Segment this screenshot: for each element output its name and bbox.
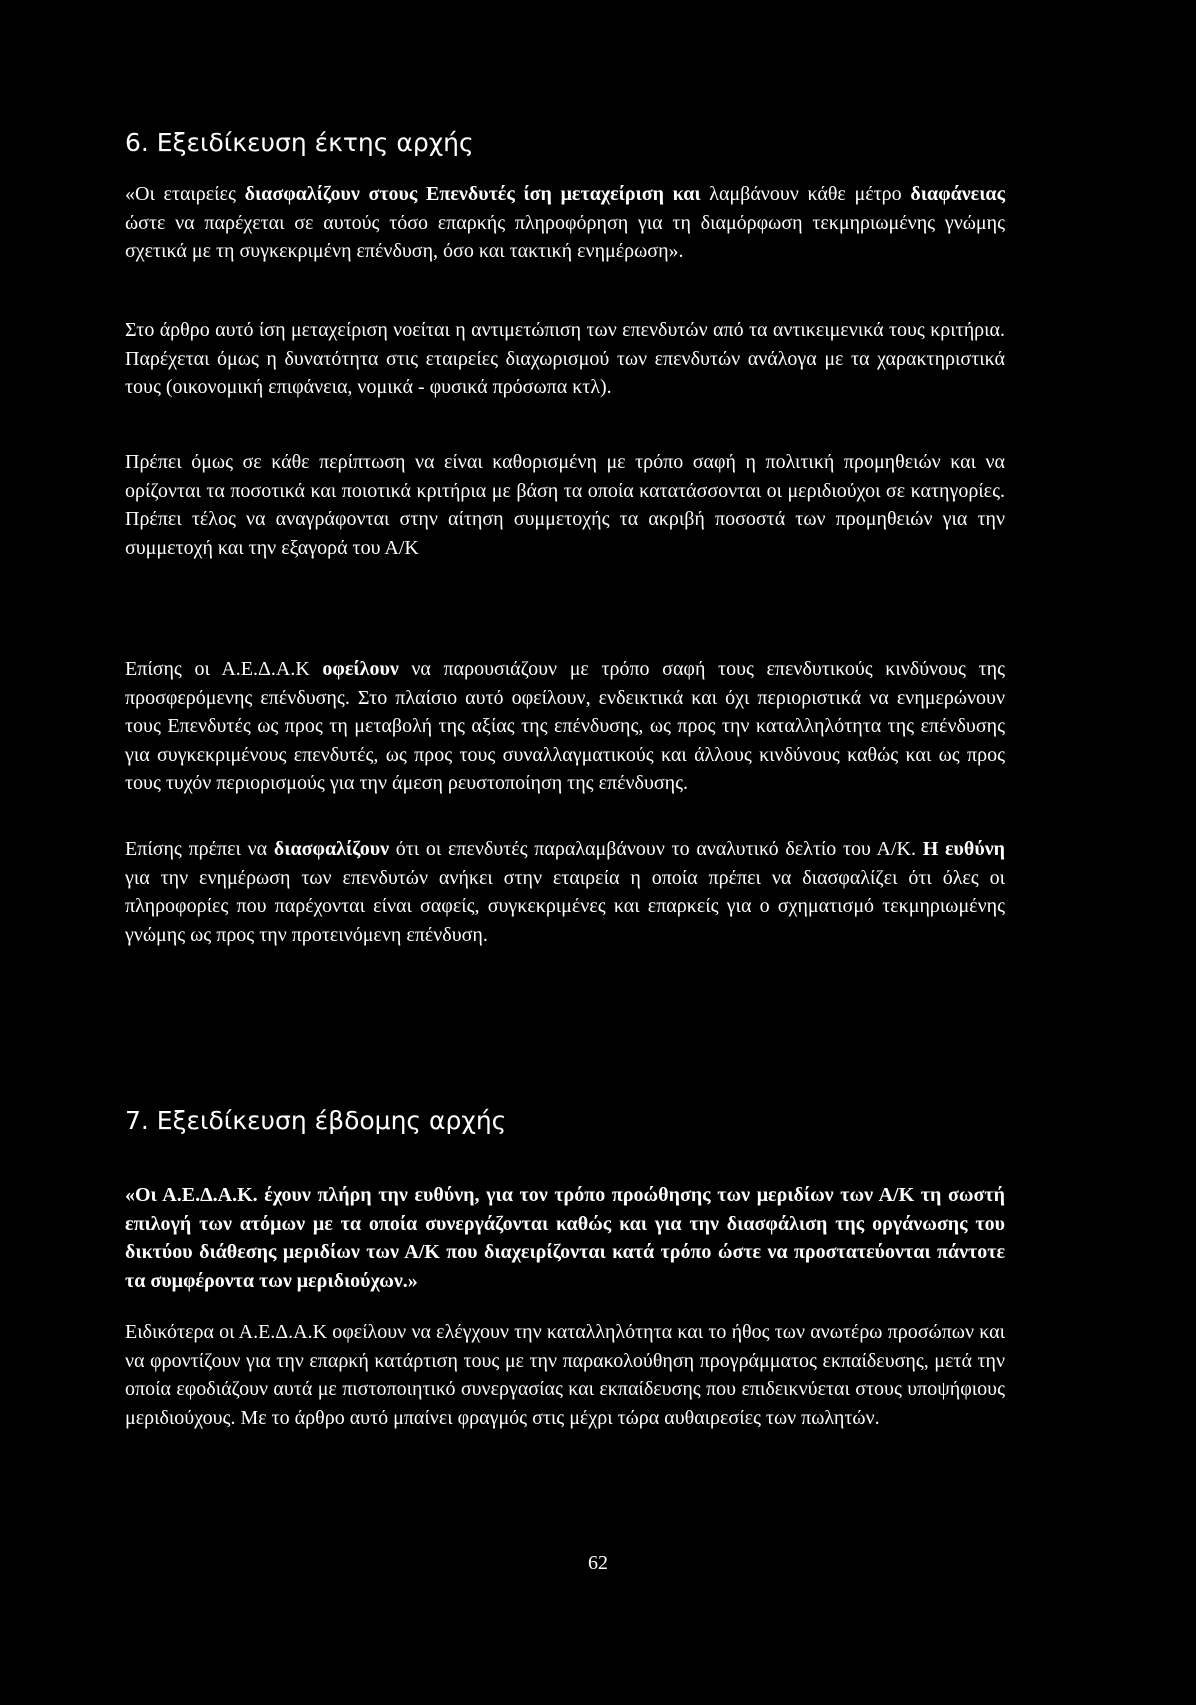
section-6-paragraph-3: Πρέπει όμως σε κάθε περίπτωση να είναι καθορισμένη με τρόπο σαφή η πολιτική προμηθειών και να ορίζονται τα ποσοτικά και ποιοτικά κριτήρια με βάση τα οποία κατατάσσονται οι μεριδιούχοι σε κατηγορίες. Πρέπει τέλος να αναγράφονται στην αίτηση συμμετοχής τα ακριβή ποσοστά των προμηθειών για την συμμετοχή και την εξαγορά του Α/Κ (125, 451, 1005, 559)
bold-text-run: διαφάνειας (910, 183, 1006, 205)
text-run: ώστε να παρέχεται σε αυτούς τόσο επαρκής πληροφόρηση για τη διαμόρφωση τεκμηριωμένης γνώμης σχετικά με τη συγκεκριμένη επένδυση, όσο και τακτική ενημέρωση». (125, 211, 1005, 263)
text-run: για την ενημέρωση των επενδυτών ανήκει στην εταιρεία η οποία πρέπει να διασφαλίζει ότι όλες οι πληροφορίες που παρέχονται είναι σαφείς, συγκεκριμένες και επαρκείς για ο σχηματισμό τεκμηριωμένης γνώμης ως προς την προτεινόμενη επένδυση. (125, 866, 1005, 946)
section-7-paragraph-1: «Οι Α.Ε.Δ.Α.Κ. έχουν πλήρη την ευθύνη, για τον τρόπο προώθησης των μεριδίων των Α/Κ τη σωστή επιλογή των ατόμων με τα οποία συνεργάζονται καθώς και για την διασφάλιση της οργάνωσης του δικτύου διάθεσης μεριδίων των Α/Κ που διαχειρίζονται κατά τρόπο ώστε να προστατεύονται πάντοτε τα συμφέροντα των μεριδιούχων.» (125, 1184, 1005, 1292)
section-6-heading: 6. Εξειδίκευση έκτης αρχής (125, 128, 474, 157)
bold-text-run: διασφαλίζουν (273, 838, 390, 860)
page-number: 62 (588, 1552, 608, 1574)
section-6-paragraph-1 (125, 180, 1005, 266)
section-6-paragraph-2: Στο άρθρο αυτό ίση μεταχείριση νοείται η αντιμετώπιση των επενδυτών από τα αντικειμενικά τους κριτήρια. Παρέχεται όμως η δυνατότητα στις εταιρείες διαχωρισμού των επενδυτών ανάλογα με τα χαρακτηριστικά τους (οικονομική επιφάνεια, νομικά - φυσικά πρόσωπα κτλ). (125, 319, 1005, 399)
section-6-paragraph-4 (125, 655, 1005, 798)
text-run: να παρουσιάζουν με τρόπο σαφή τους επενδυτικούς κινδύνους της προσφερόμενης επένδυσης. Στο πλαίσιο αυτό οφείλουν, ενδεικτικά και όχι περιοριστικά να ενημερώνουν τους Επενδυτές ως προς τη μεταβολή της αξίας της επένδυσης, ως προς την καταλληλότητα της επένδυσης για συγκεκριμένους επενδυτές, ως προς τους συναλλαγματικούς και άλλους κινδύνους καθώς και ως προς τους τυχόν περιορισμούς για την άμεση ρευστοποίηση της επένδυσης. (125, 658, 1005, 795)
section-7-heading: 7. Εξειδίκευση έβδομης αρχής (125, 1106, 507, 1135)
text-run: ότι οι επενδυτές παραλαμβάνουν το αναλυτικό δελτίο του Α/Κ. (389, 838, 923, 860)
bold-text-run: διασφαλίζουν στους Επενδυτές ίση μεταχείριση και (244, 183, 701, 205)
text-run: λαμβάνουν κάθε μέτρο (700, 183, 911, 205)
text-run: «Οι εταιρείες (125, 183, 245, 205)
section-6-paragraph-5 (125, 835, 1005, 949)
bold-text-run: Η ευθύνη (922, 838, 1005, 860)
text-run: Επίσης οι Α.Ε.Δ.Α.Κ (125, 658, 323, 680)
bold-text-run: οφείλουν (322, 658, 399, 680)
text-run: Επίσης πρέπει να (125, 838, 274, 860)
section-7-paragraph-2: Ειδικότερα οι Α.Ε.Δ.Α.Κ οφείλουν να ελέγχουν την καταλληλότητα και το ήθος των ανωτέρω προσώπων και να φροντίζουν για την επαρκή κατάρτιση τους με την παρακολούθηση προγράμματος εκπαίδευσης, μετά την οποία εφοδιάζουν αυτά με πιστοποιητικό συνεργασίας και εκπαίδευσης που επιδεικνύεται στους υποψήφιους μεριδιούχους. Με το άρθρο αυτό μπαίνει φραγμός στις μέχρι τώρα αυθαιρεσίες των πωλητών. (125, 1321, 1005, 1429)
